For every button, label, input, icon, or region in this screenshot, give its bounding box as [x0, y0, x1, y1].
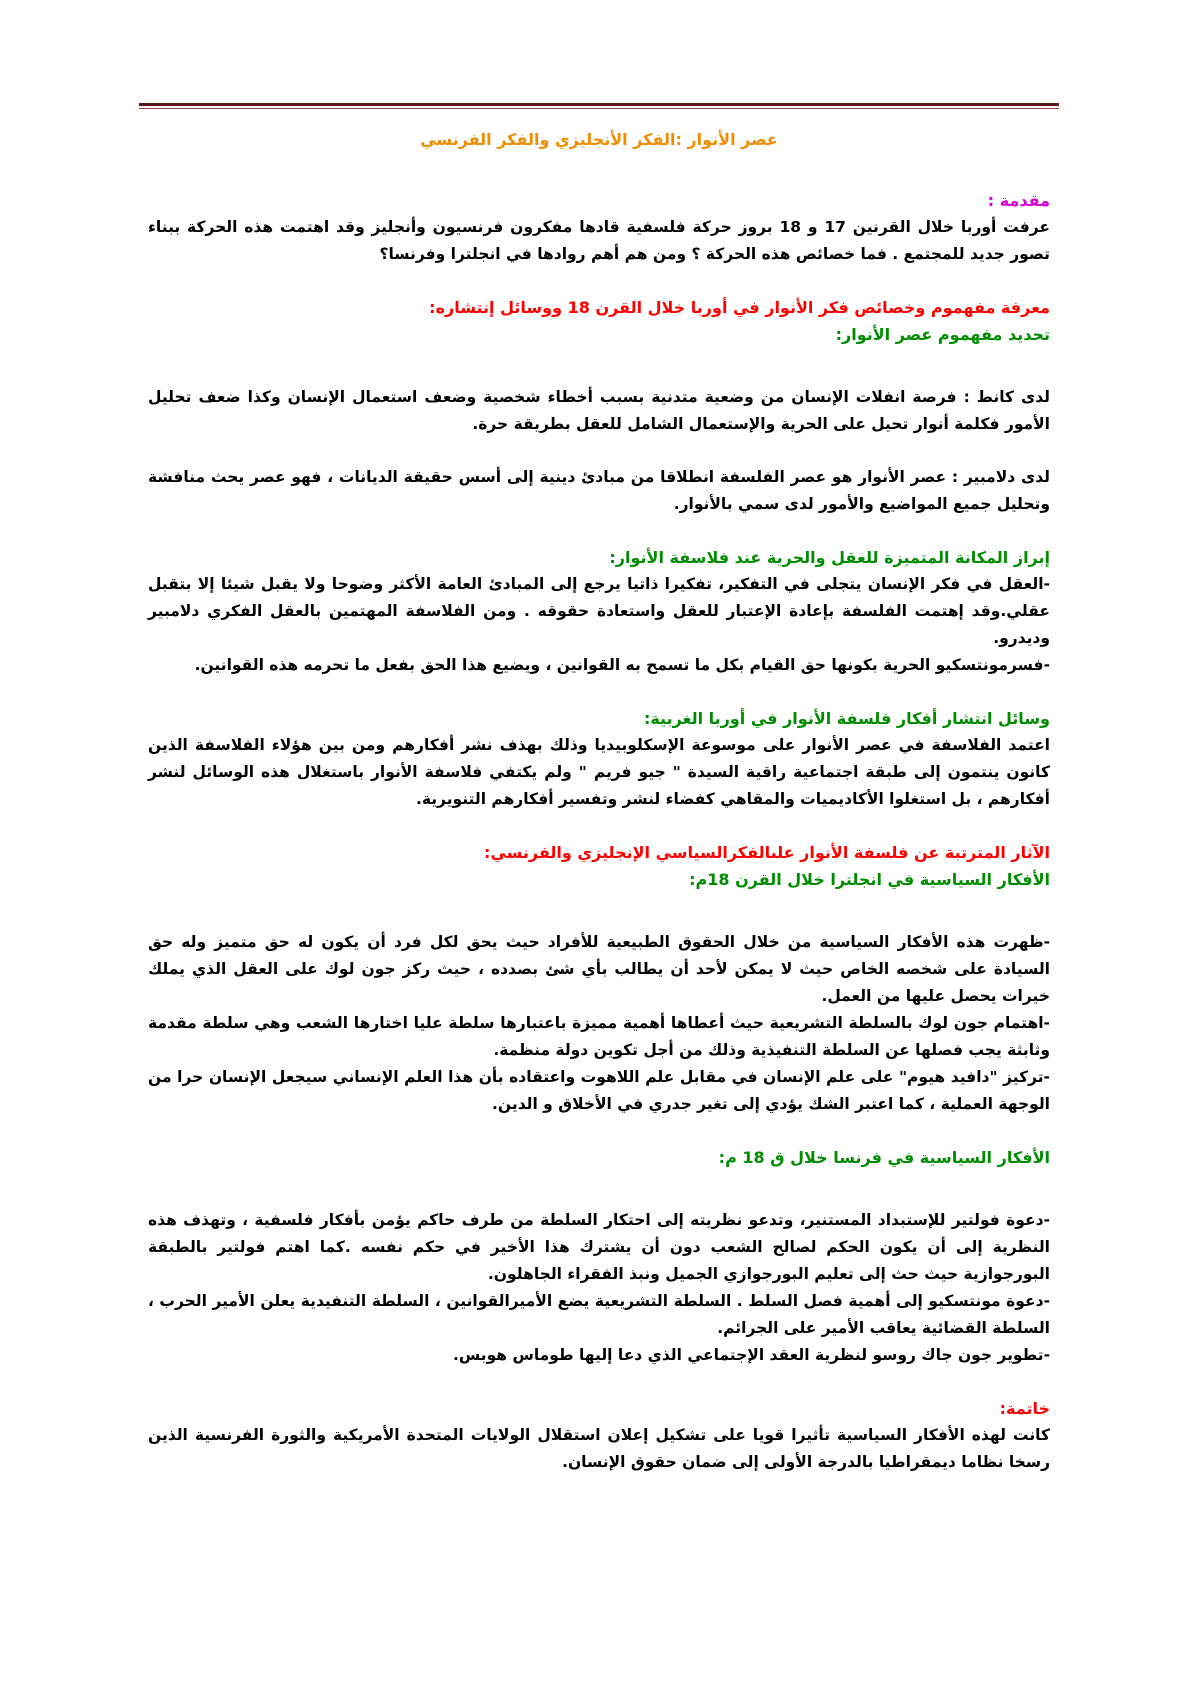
intro-heading: مقدمة :	[987, 191, 1050, 210]
kant-definition: لدى كانط : فرصة انفلات الإنسان من وضعية متدنية بسبب أخطاء شخصية وضعف استعمال الإنسان وكذا ضعف تحليل الأمور فكلمة أنوار تحيل على الحرية والإستعمال الشامل للعقل بطريقة حرة.	[148, 388, 1050, 433]
section1-subheading: تحديد مفهموم عصر الأنوار:	[835, 325, 1050, 344]
england-paragraph-3: -تركيز "دافيد هيوم" على علم الإنسان في مقابل علم اللاهوت واعتقاده بأن هذا العلم الإنساني سيجعل الإنسان حرا من الوجهة العملية ، كما اعتبر الشك يؤدي إلى تغير جدري في الأخلاق و الدين.	[148, 1068, 1050, 1113]
reason-paragraph-1: -العقل في فكر الإنسان يتجلى في التفكير، تفكيرا ذاتيا يرجع إلى المبادئ العامة الأكثر وضوحا ولا يقبل شيئا إلا بتقبل عقلي.وقد إهتمت الفلسفة بإعادة الإعتبار للعقل واستعادة حقوقه . ومن الفلاسفة المهتمين بالعقل الفكري دلامبير وديدرو.	[148, 575, 1050, 647]
conclusion-heading: خاتمة:	[999, 1399, 1050, 1418]
reason-paragraph-2: -فسرمونتسكيو الحرية بكونها حق القيام بكل ما تسمح به القوانين ، ويضيع هذا الحق بفعل ما تحرمه هذه القوانين.	[194, 656, 1050, 674]
document-page	[148, 130, 1050, 1476]
document-title: عصر الأنوار :الفكر الأنجليزي والفكر الفرنسي	[420, 130, 778, 149]
reason-heading: إبراز المكانة المتميزة للعقل والحرية عند فلاسفة الأنوار:	[609, 548, 1050, 567]
dalembert-definition: لدى دلامبير : عصر الأنوار هو عصر الفلسفة انطلاقا من مبادئ دينية إلى أسس حقيقة الديانات ، فهو عصر يحث منافشة وتحليل جميع المواضيع والأمور لدى سمي بالأنوار.	[148, 468, 1050, 513]
header-rule-thin	[139, 108, 1059, 109]
conclusion-text: كانت لهذه الأفكار السياسية تأثيرا قويا على تشكيل إعلان استقلال الولايات المتحدة الأمريكية والثورة الفرنسية الذين رسخا نظاما ديمقراطيا بالدرجة الأولى إلى ضمان حقوق الإنسان.	[148, 1426, 1050, 1471]
england-paragraph-2: -اهتمام جون لوك بالسلطة التشريعية حيث أعطاها أهمية مميزة باعتبارها سلطة عليا اختارها الشعب وهي سلطة مقدمة وثابثة يجب فصلها عن السلطة التنفيذية وذلك من أجل تكوين دولة منظمة.	[148, 1014, 1050, 1059]
france-paragraph-1: -دعوة فولتير للإستبداد المستنير، وتدعو نظريته إلى احتكار السلطة من طرف حاكم يؤمن بأفكار فلسفية ، وتهذف هذه النظرية إلى أن يكون الحكم لصالح الشعب دون أن يشترك هذا الأخير في حكم نفسه .كما اهتم فولتير بالطبقة البورجوازية حيث حث إلى تعليم البورجوازي الجميل ونبذ الفقراء الجاهلون.	[148, 1211, 1050, 1283]
france-heading: الأفكار السياسية في فرنسا خلال ق 18 م:	[718, 1148, 1050, 1167]
section1-heading: معرفة مفهموم وخصائص فكر الأنوار في أوربا خلال القرن 18 ووسائل إنتشاره:	[429, 298, 1050, 317]
france-paragraph-3: -تطوير جون جاك روسو لنظرية العقد الإجتماعي الذي دعا إليها طوماس هوبس.	[452, 1346, 1050, 1364]
england-paragraph-1: -ظهرت هذه الأفكار السياسية من خلال الحقوق الطبيعية للأفراد حيث يحق لكل فرد أن يكون له حق متميز وله حق السيادة على شخصه الخاص حيث لا يمكن لأحد أن يطالب بأي شئ بصدده ، حيث ركز جون لوك على العقل الذي يملك خيرات يحصل عليها من العمل.	[148, 933, 1050, 1005]
intro-text: عرفت أوربا خلال القرنين 17 و 18 بروز حركة فلسفية قادها مفكرون فرنسيون وأنجليز وقد اهتمت هذه الحركة ببناء تصور جديد للمجتمع . فما خصائص هذه الحركة ؟ ومن هم أهم روادها في انجلترا وفرنسا؟	[148, 218, 1050, 263]
header-rule	[139, 103, 1059, 106]
spread-text: اعتمد الفلاسفة في عصر الأنوار على موسوعة الإسكلوبيديا وذلك بهذف نشر أفكارهم ومن بين هؤلاء الفلاسفة الذين كانون ينتمون إلى طبقة اجتماعية راقية السيدة " جيو فريم " ولم يكتفي فلاسفة الأنوار باستغلال هذه الوسائل لنشر أفكارهم ، بل استغلوا الأكاديميات والمقاهي كفضاء لنشر وتفسير أفكارهم التنويرية.	[148, 736, 1050, 808]
section2-heading: الآثار المترتبة عن فلسفة الأنوار علىالفكرالسياسي الإنجليزي والفرنسي:	[484, 843, 1050, 862]
france-paragraph-2: -دعوة مونتسكيو إلى أهمية فصل السلط . السلطة التشريعية يضع الأميرالقوانين ، السلطة التنفيدية يعلن الأمير الحرب ، السلطة القضائية يعاقب الأمير على الجرائم.	[148, 1292, 1050, 1337]
spread-heading: وسائل انتشار أفكار فلسفة الأنوار في أوربا الغربية:	[643, 709, 1050, 728]
england-heading: الأفكار السياسية في انجلترا خلال القرن 18م:	[689, 870, 1050, 889]
